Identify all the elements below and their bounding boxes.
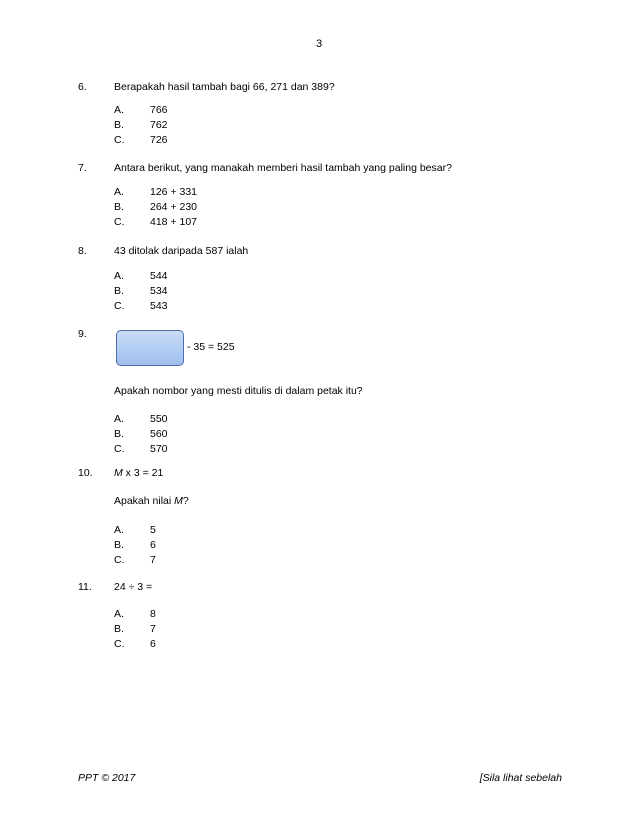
question-variable: M [174, 495, 183, 507]
option-letter: B. [114, 285, 124, 297]
option-letter: B. [114, 119, 124, 131]
option-value: 8 [150, 608, 156, 620]
question-number: 8. [78, 245, 87, 257]
option-value: 560 [150, 428, 168, 440]
question-number: 10. [78, 467, 93, 479]
question-text: Apakah nombor yang mesti ditulis di dalam petak itu? [114, 385, 363, 397]
option-value: 264 + 230 [150, 201, 198, 213]
question-text-start: Apakah nilai [114, 495, 175, 507]
question-text: 43 ditolak daripada 587 ialah [114, 245, 249, 257]
question-number: 7. [78, 162, 87, 174]
question-text [114, 495, 189, 508]
option-value: 726 [150, 134, 168, 146]
option-letter: C. [114, 638, 125, 650]
page-number: 3 [315, 38, 323, 50]
option-value: 126 + 331 [150, 186, 198, 198]
option-value: 544 [150, 270, 168, 282]
option-letter: A. [114, 186, 124, 198]
option-letter: C. [114, 134, 125, 146]
option-letter: B. [114, 201, 124, 213]
option-letter: B. [114, 623, 124, 635]
option-value: 543 [150, 300, 168, 312]
option-value: 418 + 107 [150, 216, 198, 228]
option-value: 6 [150, 539, 156, 551]
question-text: Antara berikut, yang manakah memberi hasil tambah yang paling besar? [114, 162, 452, 174]
option-letter: C. [114, 443, 125, 455]
option-value: 7 [150, 554, 156, 566]
question-text-end: ? [182, 495, 189, 507]
option-value: 5 [150, 524, 156, 536]
footer-copyright: PPT © 2017 [78, 772, 136, 784]
option-value: 550 [150, 413, 168, 425]
option-value: 7 [150, 623, 156, 635]
option-value: 762 [150, 119, 168, 131]
equation [114, 467, 163, 480]
question-text: Berapakah hasil tambah bagi 66, 271 dan 389? [114, 81, 335, 93]
option-letter: C. [114, 300, 125, 312]
question-number: 9. [78, 328, 87, 340]
equation-text: - 35 = 525 [187, 341, 235, 353]
option-letter: A. [114, 104, 124, 116]
equation-text: x 3 = 21 [122, 467, 164, 479]
option-value: 766 [150, 104, 168, 116]
option-letter: A. [114, 608, 124, 620]
option-letter: B. [114, 539, 124, 551]
option-letter: B. [114, 428, 124, 440]
option-value: 6 [150, 638, 156, 650]
option-letter: A. [114, 524, 124, 536]
option-value: 570 [150, 443, 168, 455]
option-letter: A. [114, 413, 124, 425]
option-letter: C. [114, 554, 125, 566]
equation-variable: M [114, 467, 123, 479]
answer-blank-box [116, 330, 184, 366]
option-letter: A. [114, 270, 124, 282]
question-number: 6. [78, 81, 87, 93]
question-number: 11. [78, 581, 92, 593]
footer-next-page-note: [Sila lihat sebelah [479, 772, 562, 784]
option-value: 534 [150, 285, 168, 297]
question-text: 24 ÷ 3 = [114, 581, 153, 593]
option-letter: C. [114, 216, 125, 228]
